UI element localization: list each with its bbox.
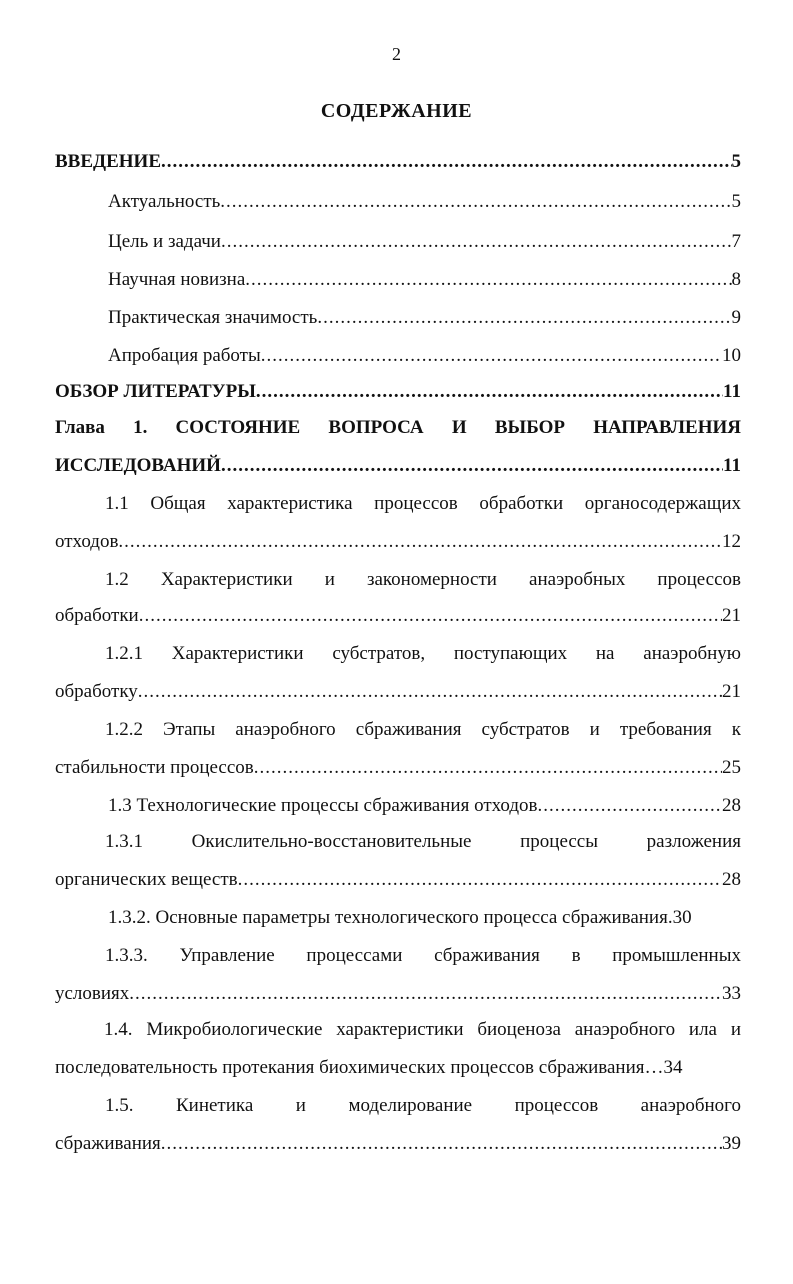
toc-entry-chapter1[interactable] (55, 452, 741, 480)
toc-entry-page: 34 (663, 1057, 683, 1078)
toc-entry-section-1-3-2[interactable] (108, 904, 741, 932)
toc-entry-label: Апробация работы (108, 345, 261, 366)
toc-entry-page: 7 (731, 231, 741, 252)
toc-entry-section-1-2-2[interactable] (55, 754, 741, 782)
toc-entry-page: 5 (731, 151, 741, 172)
toc-entry-label: ВВЕДЕНИЕ (55, 151, 161, 172)
toc-entry-label: сбраживания (55, 1133, 161, 1154)
toc-entry-label: условиях (55, 983, 130, 1004)
toc-chapter1-line1[interactable]: Глава 1. СОСТОЯНИЕ ВОПРОСА И ВЫБОР НАПРАВЛЕНИЯ (55, 417, 741, 438)
toc-entry-page: 9 (731, 307, 741, 328)
toc-entry-page: 21 (722, 681, 741, 702)
toc-section-1-3-3-line1[interactable]: 1.3.3. Управление процессами сбраживания в промышленных (105, 945, 741, 966)
toc-entry-page: 25 (722, 757, 741, 778)
toc-entry-label: Цель и задачи (108, 231, 221, 252)
toc-entry-label: Актуальность (108, 191, 221, 212)
toc-entry-intro[interactable] (55, 148, 741, 176)
toc-entry-goals[interactable] (108, 228, 741, 256)
toc-section-1-2-line1[interactable]: 1.2 Характеристики и закономерности анаэробных процессов (105, 569, 741, 590)
toc-entry-page: 21 (722, 605, 741, 626)
toc-entry-page: 12 (722, 531, 741, 552)
toc-entry-label: органических веществ (55, 869, 238, 890)
toc-entry-page: 28 (722, 869, 741, 890)
toc-entry-section-1-1[interactable] (55, 528, 741, 556)
toc-section-1-2-1-line1[interactable]: 1.2.1 Характеристики субстратов, поступающих на анаэробную (105, 643, 741, 664)
toc-entry-page: 30 (672, 907, 692, 928)
toc-entry-label: 1.3.2. Основные параметры технологического процесса сбраживания. (108, 907, 673, 928)
toc-section-1-2-2-line1[interactable]: 1.2.2 Этапы анаэробного сбраживания субстратов и требования к (105, 719, 741, 740)
toc-entry-page: 11 (723, 381, 741, 402)
toc-entry-section-1-2[interactable] (55, 602, 741, 630)
toc-entry-page: 8 (731, 269, 741, 290)
toc-entry-page: 39 (722, 1133, 741, 1154)
toc-entry-label: обработки (55, 605, 139, 626)
page-number: 2 (392, 44, 401, 64)
toc-entry-page: 33 (722, 983, 741, 1004)
toc-section-1-1-line1[interactable]: 1.1 Общая характеристика процессов обработки органосодержащих (105, 493, 741, 514)
toc-entry-relevance[interactable] (108, 188, 741, 216)
toc-entry-label: Практическая значимость (108, 307, 318, 328)
toc-entry-label: 1.3 Технологические процессы сбраживания отходов (108, 795, 538, 816)
toc-title: СОДЕРЖАНИЕ (320, 100, 473, 122)
toc-entry-label: ОБЗОР ЛИТЕРАТУРЫ (55, 381, 256, 402)
toc-entry-section-1-5[interactable] (55, 1130, 741, 1158)
toc-entry-page: 28 (722, 795, 741, 816)
toc-entry-section-1-4[interactable] (55, 1054, 741, 1082)
toc-entry-label: стабильности процессов (55, 757, 254, 778)
toc-entry-section-1-2-1[interactable] (55, 678, 741, 706)
toc-entry-label: обработку (55, 681, 138, 702)
toc-entry-section-1-3-3[interactable] (55, 980, 741, 1008)
toc-section-1-3-1-line1[interactable]: 1.3.1 Окислительно-восстановительные процессы разложения (105, 831, 741, 852)
toc-entry-section-1-3[interactable] (108, 792, 741, 820)
toc-entry-label: последовательность протекания биохимических процессов сбраживания… (55, 1057, 664, 1078)
toc-entry-label: ИССЛЕДОВАНИЙ (55, 455, 221, 476)
toc-section-1-5-line1[interactable]: 1.5. Кинетика и моделирование процессов анаэробного (105, 1095, 741, 1116)
toc-entry-page: 5 (731, 191, 741, 212)
toc-entry-significance[interactable] (108, 304, 741, 332)
toc-entry-section-1-3-1[interactable] (55, 866, 741, 894)
toc-entry-page: 11 (723, 455, 741, 476)
toc-entry-page: 10 (722, 345, 741, 366)
toc-entry-review[interactable] (55, 378, 741, 406)
toc-entry-label: Научная новизна (108, 269, 246, 290)
toc-entry-label: отходов (55, 531, 119, 552)
toc-entry-novelty[interactable] (108, 266, 741, 294)
toc-entry-approbation[interactable] (108, 342, 741, 370)
toc-section-1-4-line1[interactable]: 1.4. Микробиологические характеристики биоценоза анаэробного ила и (104, 1019, 741, 1040)
